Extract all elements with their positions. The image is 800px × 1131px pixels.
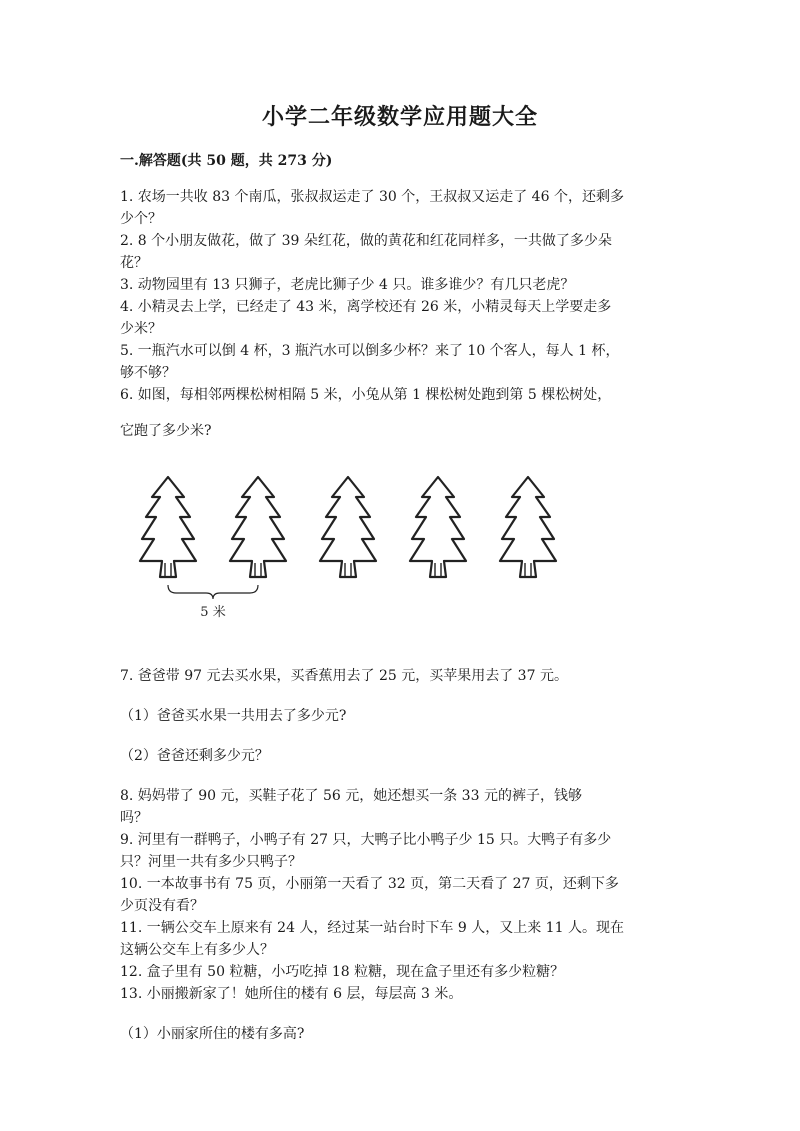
question-9-line-2: 只？河里一共有多少只鸭子？: [120, 854, 302, 870]
question-1-line-2: 少个？: [120, 211, 162, 227]
question-3: 3. 动物园里有 13 只狮子，老虎比狮子少 4 只。谁多谁少？有几只老虎？: [120, 277, 575, 293]
pine-trees-figure: [120, 465, 585, 625]
pine-tree-icon: [500, 477, 556, 577]
question-6-line-1: 6. 如图，每相邻两棵松树相隔 5 米，小兔从第 1 棵松树处跑到第 5 棵松树处，: [120, 387, 612, 403]
question-10-line-2: 少页没有看？: [120, 898, 204, 914]
question-5-line-2: 够不够？: [120, 365, 176, 381]
question-8-line-1: 8. 妈妈带了 90 元，买鞋子花了 56 元，她还想买一条 33 元的裤子，钱够: [120, 788, 582, 804]
question-13: 13. 小丽搬新家了！她所住的楼有 6 层，每层高 3 米。: [120, 986, 463, 1002]
question-12: 12. 盒子里有 50 粒糖，小巧吃掉 18 粒糖，现在盒子里还有多少粒糖？: [120, 964, 565, 980]
question-7-part-1: （1）爸爸买水果一共用去了多少元?: [120, 708, 347, 724]
section-heading: 一.解答题(共 50 题，共 273 分): [120, 153, 333, 169]
question-9-line-1: 9. 河里有一群鸭子，小鸭子有 27 只，大鸭子比小鸭子少 15 只。大鸭子有多少: [120, 832, 612, 848]
question-6-line-2: 它跑了多少米?: [120, 423, 212, 439]
question-2-line-2: 花？: [120, 255, 148, 271]
question-11-line-1: 11. 一辆公交车上原来有 24 人，经过某一站台时下车 9 人，又上来 11 人。现在: [120, 920, 624, 936]
pine-tree-icon: [140, 477, 196, 577]
question-10-line-1: 10. 一本故事书有 75 页，小丽第一天看了 32 页，第二天看了 27 页，还剩下多: [120, 876, 619, 892]
page-title: 小学二年级数学应用题大全: [261, 104, 538, 130]
question-7-part-2: （2）爸爸还剩多少元？: [120, 748, 269, 764]
pine-tree-icon: [410, 477, 466, 577]
distance-label: 5 米: [200, 605, 226, 620]
question-2-line-1: 2. 8 个小朋友做花，做了 39 朵红花，做的黄花和红花同样多，一共做了多少朵: [120, 233, 612, 249]
question-7: 7. 爸爸带 97 元去买水果，买香蕉用去了 25 元，买苹果用去了 37 元。: [120, 668, 568, 684]
pine-tree-icon: [320, 477, 376, 577]
distance-brace: [168, 585, 258, 599]
question-11-line-2: 这辆公交车上有多少人？: [120, 942, 274, 958]
pine-tree-icon: [230, 477, 286, 577]
question-4-line-1: 4. 小精灵去上学，已经走了 43 米，离学校还有 26 米，小精灵每天上学要走多: [120, 299, 612, 315]
question-8-line-2: 吗？: [120, 810, 148, 826]
question-13-part-1: （1）小丽家所住的楼有多高?: [120, 1026, 305, 1042]
question-4-line-2: 少米？: [120, 321, 162, 337]
question-5-line-1: 5. 一瓶汽水可以倒 4 杯，3 瓶汽水可以倒多少杯？来了 10 个客人，每人 1 杯，: [120, 343, 620, 359]
question-1-line-1: 1. 农场一共收 83 个南瓜，张叔叔运走了 30 个，王叔叔又运走了 46 个，还剩多: [120, 189, 624, 205]
